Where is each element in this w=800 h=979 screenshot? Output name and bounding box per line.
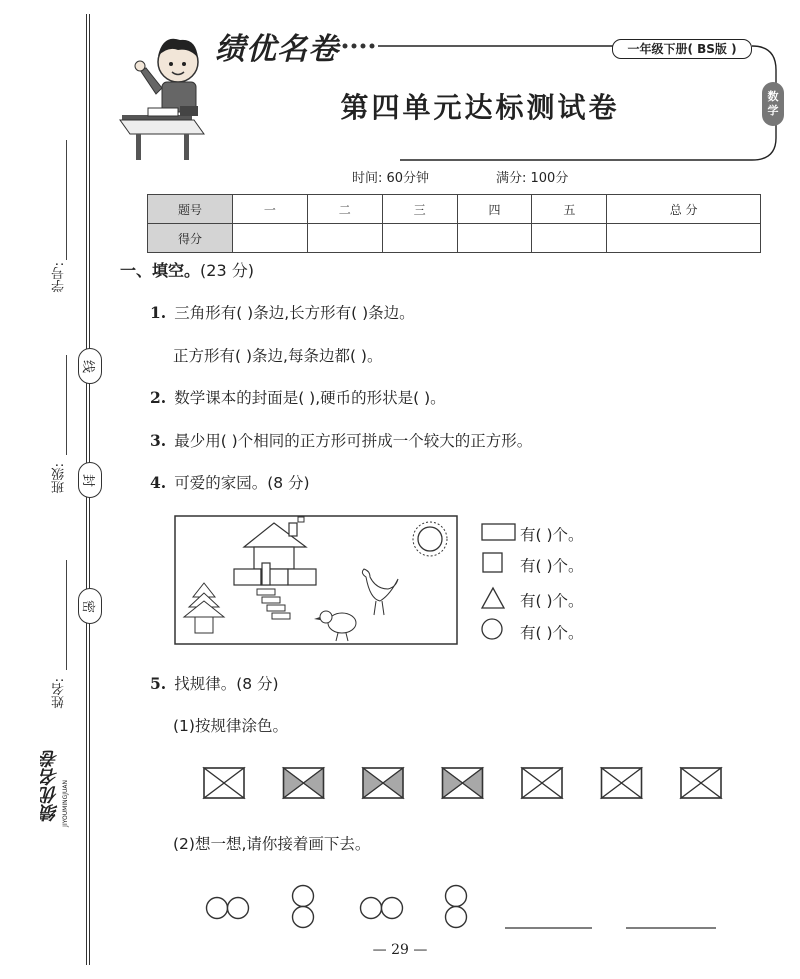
pattern-circle bbox=[446, 907, 467, 928]
pattern-box[interactable] bbox=[284, 768, 324, 798]
score-input-cell[interactable] bbox=[233, 224, 308, 253]
seal-line: 线 bbox=[78, 348, 102, 384]
seal-secret: 密 bbox=[78, 588, 102, 624]
pattern-circle bbox=[207, 898, 228, 919]
triangle-count: 有( )个。 bbox=[520, 592, 584, 610]
grade-edition-badge: 一年级下册( BS版 ) bbox=[612, 39, 752, 59]
pattern-circle bbox=[382, 898, 403, 919]
column-cell: 四 bbox=[457, 195, 532, 224]
seal-seal: 封 bbox=[78, 462, 102, 498]
mascot-illustration bbox=[118, 20, 213, 165]
pattern-box[interactable] bbox=[681, 768, 721, 798]
rectangle-count: 有( )个。 bbox=[520, 526, 584, 544]
section-heading: 一、填空。(23 分) bbox=[120, 261, 254, 280]
score-table bbox=[147, 194, 761, 253]
question-4: 4. 可爱的家园。(8 分) bbox=[150, 473, 310, 492]
pattern-circle bbox=[361, 898, 382, 919]
class-label: 班级: bbox=[52, 463, 67, 494]
square-count: 有( )个。 bbox=[520, 557, 584, 575]
column-cell: 二 bbox=[307, 195, 382, 224]
name-underline bbox=[66, 560, 67, 670]
column-cell: 五 bbox=[532, 195, 607, 224]
score-input-cell[interactable] bbox=[307, 224, 382, 253]
coloring-pattern-row bbox=[200, 766, 730, 802]
margin-brand-logo: 绩优名卷 JIYOUMINGJUAN bbox=[40, 750, 69, 827]
pattern-circle bbox=[293, 907, 314, 928]
pattern-box[interactable] bbox=[204, 768, 244, 798]
subject-badge: 数 学 bbox=[762, 82, 784, 126]
question-1-line2: 正方形有( )条边,每条边都( )。 bbox=[173, 347, 383, 365]
score-input-cell[interactable] bbox=[382, 224, 457, 253]
page-number: — 29 — bbox=[372, 942, 428, 958]
circle-count: 有( )个。 bbox=[520, 624, 584, 642]
score-table-header-row bbox=[148, 195, 761, 224]
column-cell: 一 bbox=[233, 195, 308, 224]
square-icon bbox=[481, 551, 505, 575]
score-table-score-row bbox=[148, 224, 761, 253]
pattern-box[interactable] bbox=[522, 768, 562, 798]
question-3: 3. 最少用( )个相同的正方形可拼成一个较大的正方形。 bbox=[150, 431, 533, 450]
score-input-cell[interactable] bbox=[607, 224, 761, 253]
homeland-picture bbox=[174, 515, 460, 647]
question-5-part-1: (1)按规律涂色。 bbox=[173, 717, 288, 735]
header-label-cell: 题号 bbox=[148, 195, 233, 224]
pattern-circle bbox=[293, 886, 314, 907]
pattern-box[interactable] bbox=[443, 768, 483, 798]
page-title: 第四单元达标测试卷 bbox=[340, 91, 620, 124]
pattern-circle bbox=[228, 898, 249, 919]
score-input-cell[interactable] bbox=[457, 224, 532, 253]
question-1-line1: 1. 三角形有( )条边,长方形有( )条边。 bbox=[150, 303, 415, 322]
column-cell: 总 分 bbox=[607, 195, 761, 224]
circle-icon bbox=[480, 617, 504, 641]
column-cell: 三 bbox=[382, 195, 457, 224]
name-label: 姓名: bbox=[52, 678, 67, 709]
circle-pattern-row bbox=[200, 880, 730, 936]
student-id-label: 学号: bbox=[52, 262, 67, 293]
score-label-cell: 得分 bbox=[148, 224, 233, 253]
exam-full-score: 满分: 100分 bbox=[496, 171, 569, 186]
brand-logo: 绩优名卷 bbox=[215, 32, 339, 67]
score-input-cell[interactable] bbox=[532, 224, 607, 253]
student-id-underline bbox=[66, 140, 67, 260]
question-5: 5. 找规律。(8 分) bbox=[150, 674, 279, 693]
triangle-icon bbox=[480, 586, 506, 610]
pattern-box[interactable] bbox=[363, 768, 403, 798]
pattern-circle bbox=[446, 886, 467, 907]
class-underline bbox=[66, 355, 67, 455]
question-5-part-2: (2)想一想,请你接着画下去。 bbox=[173, 835, 371, 853]
question-2: 2. 数学课本的封面是( ),硬币的形状是( )。 bbox=[150, 388, 446, 407]
pattern-box[interactable] bbox=[602, 768, 642, 798]
rectangle-icon bbox=[481, 522, 517, 542]
exam-time: 时间: 60分钟 bbox=[352, 171, 430, 186]
